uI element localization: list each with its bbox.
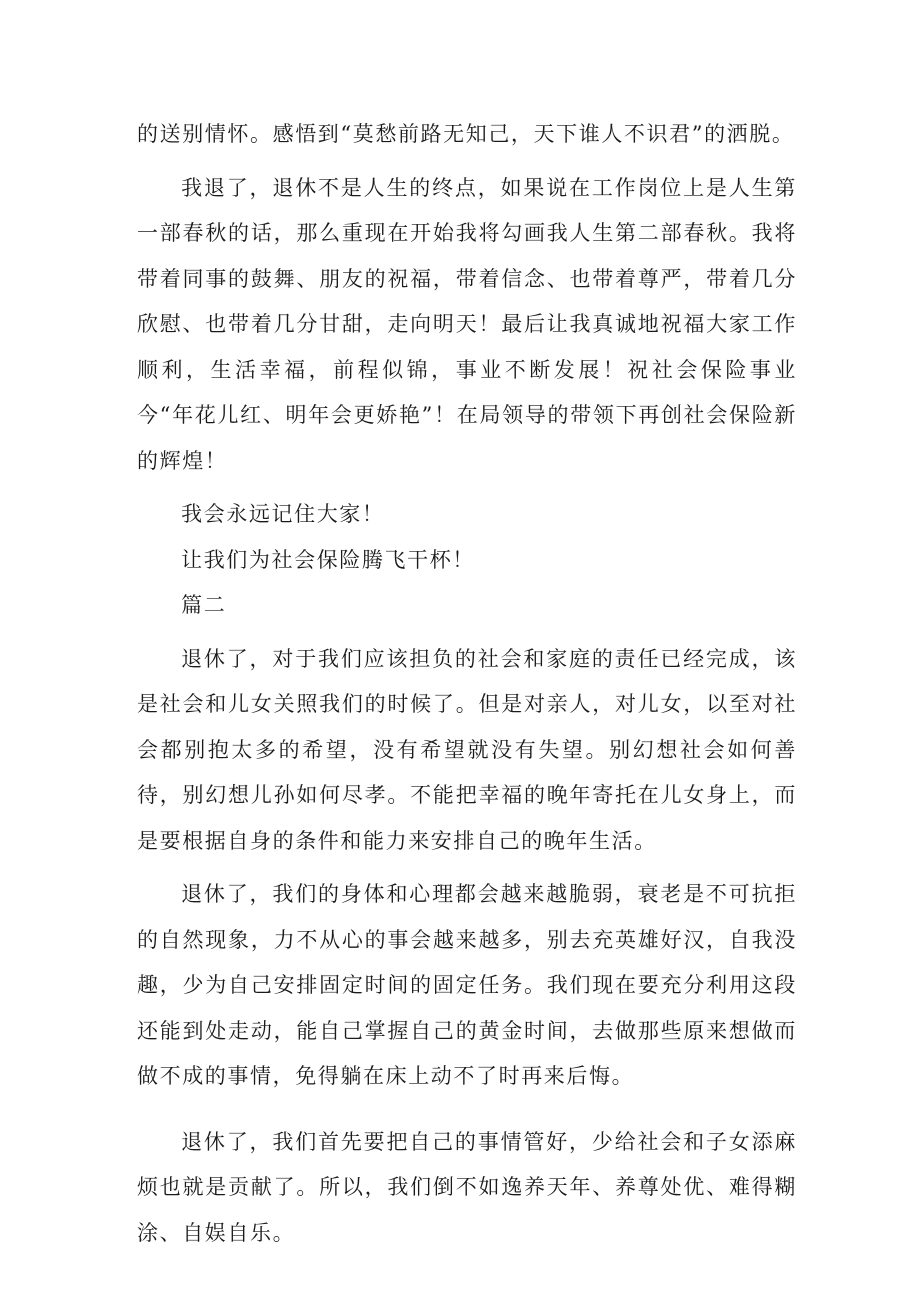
paragraph-health: 退休了，我们的身体和心理都会越来越脆弱，衰老是不可抗拒的自然现象，力不从心的事会越来越多，别去充英雄好汉，自我没趣，少为自己安排固定时间的固定任务。我们现在要充分利用这段还能到处走动，能自己掌握自己的黄金时间，去做那些原来想做而做不成的事情，免得躺在床上动不了时再来后悔。 [137,882,797,1088]
paragraph-toast: 让我们为社会保险腾飞干杯！ [181,547,475,572]
paragraph-remember-everyone: 我会永远记住大家！ [181,502,385,526]
paragraph-responsibility: 退休了，对于我们应该担负的社会和家庭的责任已经完成，该是社会和儿女关照我们的时候了。但是对亲人，对儿女，以至对社会都别抱太多的希望，没有希望就没有失望。别幻想社会如何善待，别幻想儿孙如何尽孝。不能把幸福的晚年寄托在儿女身上，而是要根据自身的条件和能力来安排自己的晚年生活。 [137,646,797,853]
paragraph-continuation: 的送别情怀。感悟到“莫愁前路无知己，天下谁人不识君”的洒脱。 [137,122,795,146]
section-heading-part-two: 篇二 [181,593,227,617]
paragraph-self-care: 退休了，我们首先要把自己的事情管好，少给社会和子女添麻烦也就是贡献了。所以，我们倒不如逸养天年、养尊处优、难得糊涂、自娱自乐。 [137,1129,797,1245]
paragraph-retirement-farewell: 我退了，退休不是人生的终点，如果说在工作岗位上是人生第一部春秋的话，那么重现在开始我将勾画我人生第二部春秋。我将带着同事的鼓舞、朋友的祝福，带着信念、也带着尊严，带着几分欣慰、也带着几分甘甜，走向明天！最后让我真诚地祝福大家工作顺利，生活幸福，前程似锦，事业不断发展！祝社会保险事业今“年花儿红、明年会更娇艳”！在局领导的带领下再创社会保险新的辉煌！ [137,175,797,473]
document-body [137,112,797,1256]
